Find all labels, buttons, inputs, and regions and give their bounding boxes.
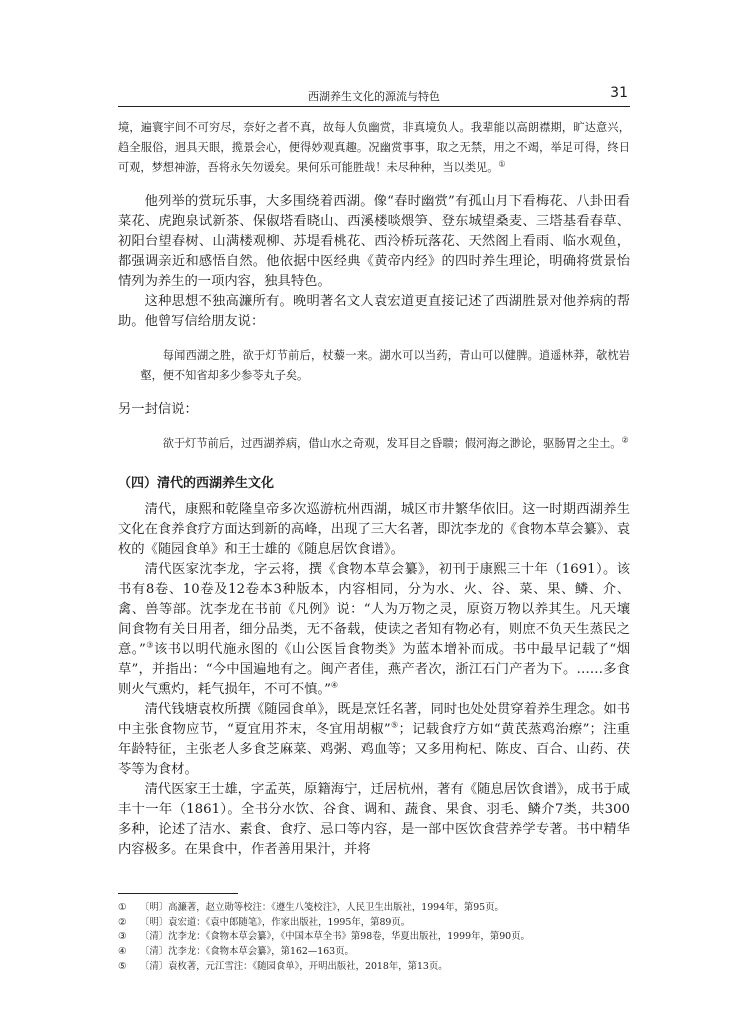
spacer: [118, 332, 630, 346]
quote-text: 欲于灯节前后，过西湖养病，借山水之奇观，发耳目之昏聩；假河海之渺论，驱肠胃之尘土。: [162, 437, 622, 450]
footnote-mark: ①: [118, 902, 127, 913]
footnote-rule: [118, 893, 238, 894]
footnote: [118, 916, 630, 931]
footnote-ref: ①: [498, 159, 506, 169]
paragraph: [118, 700, 630, 780]
footnote-text: 〔清〕沈李龙：《食物本草会纂》，《中国本草全书》第98卷，华夏出版社，1999年，第90页。: [140, 931, 530, 943]
footnote: [118, 930, 630, 945]
footnote: [118, 960, 630, 975]
spacer: [118, 386, 630, 400]
block-quote: 每闻西湖之胜，欲于灯节前后，杖藜一来。湖水可以当药，青山可以健脾。逍遥林莽，欹枕岩壑，便不知省却多少参苓丸子矣。: [140, 349, 630, 382]
block-quote-continued: [118, 118, 630, 178]
paragraph-text: 清代医家沈李龙，字云将，撰《食物本草会纂》，初刊于康熙三十年（1691）。该书有8卷、10卷及12卷本3种版本，内容相同，分为水、火、谷、菜、果、鳞、介、禽、兽等部。沈李龙在书前《凡例》说：“人为万物之灵，原资万物以养其生。凡天壤间食物有关日用者，细分品类，无不备载，使读之者知有物必有，则庶不负天生蒸民之意。”: [118, 562, 630, 657]
footnotes: [118, 901, 630, 975]
spacer: [118, 420, 630, 434]
spacer: [118, 178, 630, 192]
page-number: 31: [610, 85, 628, 101]
paragraph: 他列举的赏玩乐事，大多围绕着西湖。像“春时幽赏”有孤山月下看梅花、八卦田看菜花、虎跑泉试新茶、保俶塔看晓山、西溪楼啖煨笋、登东城望桑麦、三塔基看春草、初阳台望春树、山满楼观柳、苏堤看桃花、西泠桥玩落花、天然阁上看雨、临水观鱼，都强调亲近和感悟自然。他依据中医经典《黄帝内经》的四时养生理论，明确将赏景怡情列为养生的一项内容，独具特色。: [118, 194, 630, 289]
footnote-text: 〔明〕高濂著，赵立勋等校注：《遵生八笺校注》，人民卫生出版社，1994年，第95页。: [140, 902, 504, 913]
page-body: [118, 118, 630, 860]
paragraph: 清代，康熙和乾隆皇帝多次巡游杭州西湖，城区市井繁华依旧。这一时期西湖养生文化在食养食疗方面达到新的高峰，出现了三大名著，即沈李龙的《食物本草会纂》、袁枚的《随园食单》和王士雄的《随息居饮食谱》。: [118, 502, 630, 557]
footnote-ref: ④: [330, 680, 339, 690]
footnote-text: 〔清〕沈李龙：《食物本草会纂》，第162—163页。: [140, 946, 354, 958]
footnote-text: 〔清〕袁枚著，元江雪注：《随园食单》，开明出版社，2018年，第13页。: [140, 960, 448, 972]
paragraph-text: ；记载食疗方如“黄芪蒸鸡治瘵”；注重年龄特征，主张老人多食芝麻菜、鸡粥、鸡血等；又多用枸杞、陈皮、百合、山药、茯苓等为食材。: [118, 722, 630, 777]
quote-text: 境，遍寰宇间不可穷尽，奈好之者不真，故每人负幽赏，非真境负人。我辈能以高朗襟期，旷达意兴，趋全服俗，迥具天眼，揽景会心，便得妙观真趣。况幽赏事事，取之无禁，用之不竭，举足可得，终日可观，梦想神游，吾将永矢勿谖矣。果何乐可能胜哉！未尽种种，当以类见。: [118, 121, 630, 174]
section-heading: （四）清代的西湖养生文化: [118, 476, 275, 491]
paragraph: 另一封信说：: [118, 402, 198, 417]
paragraph: [118, 560, 630, 700]
paragraph-text: 该书以明代施永图的《山公医旨食物类》为蓝本增补而成。书中最早记载了“烟草”，并指出：“今中国遍地有之。闽产者佳，燕产者次，浙江石门产者为下。……多食则火气熏灼，耗气损年，不可不慎。”: [118, 642, 631, 697]
footnote: [118, 945, 630, 960]
footnote: [118, 901, 630, 916]
footnote-text: 〔明〕袁宏道：《袁中郎随笔》，作家出版社，1995年，第89页。: [140, 916, 411, 928]
footnote-ref: ③: [145, 640, 154, 650]
spacer: [118, 454, 630, 474]
footnote-mark: ④: [118, 946, 127, 958]
paragraph-text: 清代钱塘袁枚所撰《随园食单》，既是烹饪名著，同时也处处贯穿着养生理念。如书中主张食物应节，“夏宜用芥末，冬宜用胡椒”: [118, 702, 630, 737]
running-header: [118, 84, 630, 106]
footnote-mark: ③: [118, 931, 127, 943]
footnote-mark: ⑤: [118, 960, 127, 972]
block-quote: [118, 434, 630, 454]
footnote-ref: ⑤: [390, 720, 399, 730]
footnote-mark: ②: [118, 916, 127, 928]
paragraph: 这种思想不独高濂所有。晚明著名文人袁宏道更直接记述了西湖胜景对他养病的帮助。他曾写信给朋友说：: [118, 294, 630, 329]
header-rule: [118, 106, 630, 107]
running-header-title: 西湖养生文化的源流与特色: [308, 90, 440, 103]
footnote-ref: ②: [621, 435, 629, 445]
paragraph: 清代医家王士雄，字孟英，原籍海宁，迁居杭州，著有《随息居饮食谱》，成书于咸丰十一年（1861）。全书分水饮、谷食、调和、蔬食、果食、羽毛、鳞介7类，共300多种，论述了洁水、素食、食疗、忌口等内容，是一部中医饮食营养学专著。书中精华内容极多。在果食中，作者善用果汁，并将: [118, 782, 630, 857]
